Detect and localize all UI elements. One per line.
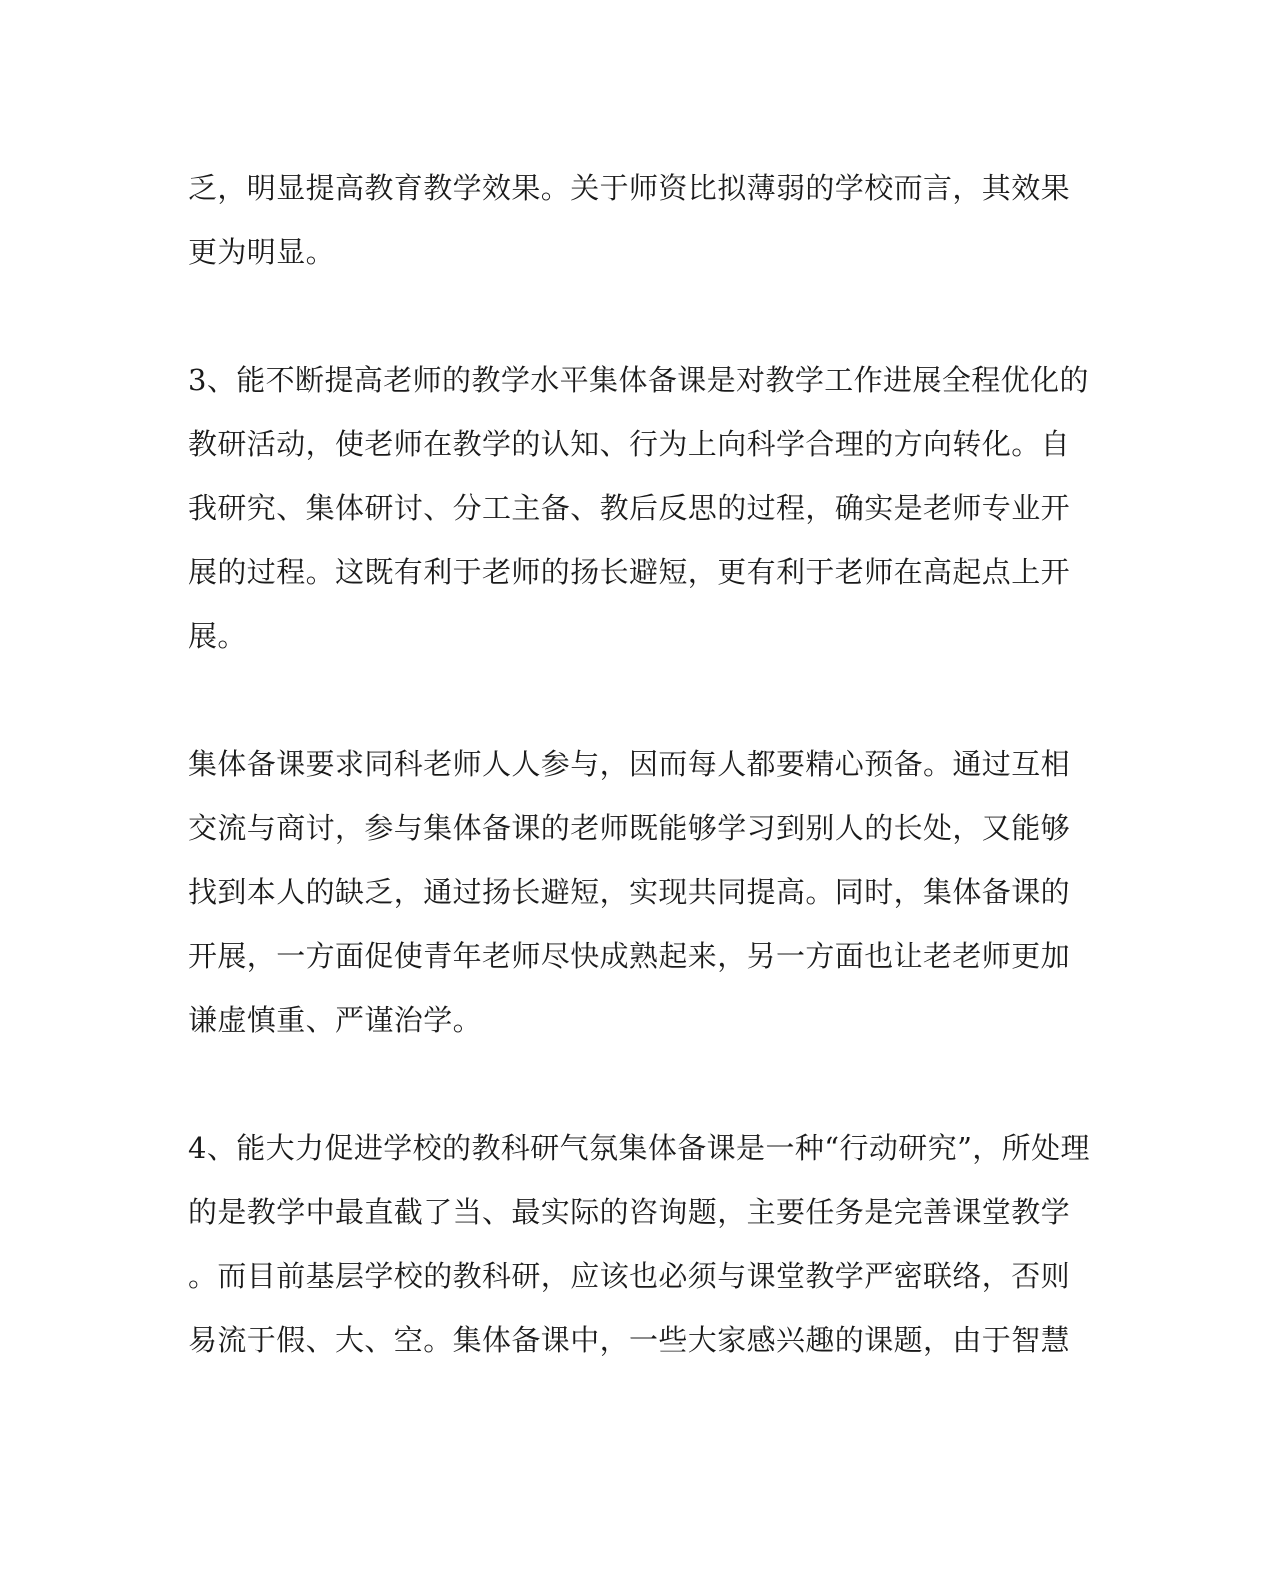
paragraph-3-line-3: 找到本人的缺乏，通过扬长避短，实现共同提高。同时，集体备课的 bbox=[188, 875, 1071, 909]
paragraph-2-line-3: 我研究、集体研讨、分工主备、教后反思的过程，确实是老师专业开 bbox=[188, 491, 1071, 525]
paragraph-2-line-5: 展。 bbox=[188, 619, 247, 653]
paragraph-2-line-1: 3、能不断提高老师的教学水平集体备课是对教学工作进展全程优化的 bbox=[188, 363, 1089, 397]
paragraph-2-line-2: 教研活动，使老师在教学的认知、行为上向科学合理的方向转化。自 bbox=[188, 427, 1071, 461]
paragraph-2-line-4: 展的过程。这既有利于老师的扬长避短，更有利于老师在高起点上开 bbox=[188, 555, 1071, 589]
paragraph-4-line-2: 的是教学中最直截了当、最实际的咨询题，主要任务是完善课堂教学 bbox=[188, 1195, 1071, 1229]
paragraph-1-line-1: 乏，明显提高教育教学效果。关于师资比拟薄弱的学校而言，其效果 bbox=[188, 171, 1071, 205]
paragraph-4-line-1: 4、能大力促进学校的教科研气氛集体备课是一种“行动研究”，所处理 bbox=[188, 1131, 1090, 1165]
paragraph-3-line-1: 集体备课要求同科老师人人参与，因而每人都要精心预备。通过互相 bbox=[188, 747, 1071, 781]
paragraph-4-line-4: 易流于假、大、空。集体备课中，一些大家感兴趣的课题，由于智慧 bbox=[188, 1323, 1071, 1357]
paragraph-1-line-2: 更为明显。 bbox=[188, 235, 336, 269]
paragraph-4-line-3: 。而目前基层学校的教科研，应该也必须与课堂教学严密联络，否则 bbox=[188, 1259, 1071, 1293]
paragraph-3-line-4: 开展，一方面促使青年老师尽快成熟起来，另一方面也让老老师更加 bbox=[188, 939, 1071, 973]
paragraph-3-line-2: 交流与商讨，参与集体备课的老师既能够学习到别人的长处，又能够 bbox=[188, 811, 1071, 845]
paragraph-3-line-5: 谦虚慎重、严谨治学。 bbox=[188, 1003, 483, 1037]
